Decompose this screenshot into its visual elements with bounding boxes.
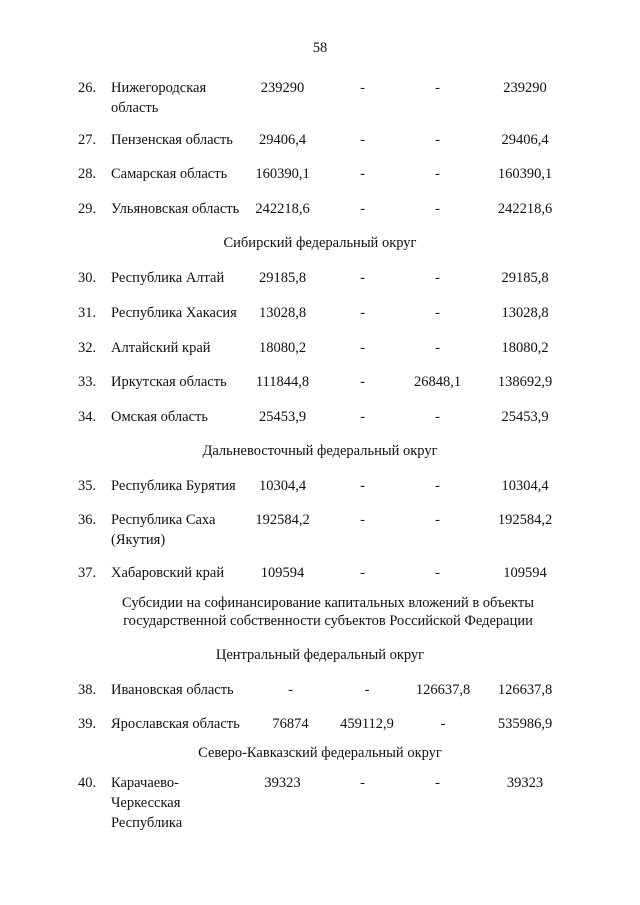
value-col-2: - <box>360 409 365 425</box>
value-col-3: - <box>440 716 446 732</box>
row-number: 35. <box>78 478 97 494</box>
row-number: 28. <box>78 166 97 182</box>
value-col-3: - <box>435 512 440 528</box>
row-number: 27. <box>78 132 97 148</box>
value-total: 13028,8 <box>501 305 549 321</box>
value-col-3: - <box>435 340 440 356</box>
value-col-1: 160390,1 <box>255 166 310 182</box>
value-col-3: - <box>435 166 440 182</box>
table-row <box>0 303 640 343</box>
row-number: 38. <box>78 682 97 698</box>
value-col-1: 242218,6 <box>255 201 310 217</box>
value-total: 29406,4 <box>501 132 549 148</box>
value-col-1: - <box>288 682 293 698</box>
value-col-1: 13028,8 <box>258 305 307 321</box>
value-col-2: - <box>360 478 365 494</box>
value-col-1: 18080,2 <box>258 340 307 356</box>
value-col-3: 26848,1 <box>413 374 462 390</box>
value-total: 25453,9 <box>501 409 549 425</box>
section-heading-far-east: Дальневосточный федеральный округ <box>202 443 438 459</box>
value-col-2: - <box>360 775 365 791</box>
value-col-1: 76874 <box>272 716 309 732</box>
value-col-1: 29406,4 <box>258 132 307 148</box>
row-number: 39. <box>78 716 97 732</box>
region-name: Хабаровский край <box>111 565 225 581</box>
value-total: 39323 <box>506 775 544 791</box>
table-row <box>0 268 640 308</box>
region-name: Самарская область <box>111 166 228 182</box>
region-name: Ульяновская область <box>111 201 240 217</box>
row-number: 30. <box>78 270 97 286</box>
value-col-1: 29185,8 <box>258 270 307 286</box>
value-col-2: 459112,9 <box>340 716 394 732</box>
section-heading-siberian: Сибирский федеральный округ <box>223 235 417 251</box>
region-name: Нижегородская область <box>111 80 207 116</box>
value-col-3: - <box>435 775 440 791</box>
region-name: Омская область <box>111 409 208 425</box>
table-row <box>0 372 640 412</box>
value-col-3: - <box>435 201 440 217</box>
region-name: Алтайский край <box>111 340 211 356</box>
row-number: 36. <box>78 512 97 528</box>
value-col-2: - <box>360 80 365 96</box>
value-col-2: - <box>360 512 365 528</box>
row-number: 40. <box>78 775 97 791</box>
region-name: Республика Хакасия <box>111 305 237 321</box>
value-col-1: 111844,8 <box>255 374 310 390</box>
value-col-3: - <box>435 478 440 494</box>
page-number: 58 <box>312 40 328 56</box>
value-total: 192584,2 <box>497 512 553 528</box>
region-name: Ивановская область <box>111 682 234 698</box>
value-col-3: 126637,8 <box>415 682 471 698</box>
row-number: 32. <box>78 340 97 356</box>
row-number: 37. <box>78 565 97 581</box>
row-number: 29. <box>78 201 97 217</box>
region-name: Пензенская область <box>111 132 233 148</box>
table-row <box>0 164 640 204</box>
row-number: 34. <box>78 409 97 425</box>
value-col-3: - <box>435 565 440 581</box>
value-col-1: 39323 <box>264 775 301 791</box>
value-col-3: - <box>435 80 440 96</box>
value-col-1: 239290 <box>260 80 305 96</box>
value-total: 535986,9 <box>497 716 553 732</box>
value-col-1: 192584,2 <box>255 512 310 528</box>
value-col-2: - <box>360 305 365 321</box>
value-col-2: - <box>360 340 365 356</box>
value-total: 138692,9 <box>497 374 553 390</box>
row-number: 26. <box>78 80 97 96</box>
region-name: Республика Бурятия <box>111 478 236 494</box>
value-col-3: - <box>435 305 440 321</box>
value-col-1: 10304,4 <box>258 478 307 494</box>
value-total: 29185,8 <box>501 270 549 286</box>
region-name: Республика Саха (Якутия) <box>111 512 216 548</box>
value-total: 18080,2 <box>501 340 549 356</box>
value-total: 10304,4 <box>501 478 549 494</box>
table-row <box>0 78 640 118</box>
region-name: Иркутская область <box>111 374 227 390</box>
value-col-3: - <box>435 132 440 148</box>
value-col-1: 25453,9 <box>258 409 307 425</box>
row-number: 31. <box>78 305 97 321</box>
value-col-3: - <box>435 270 440 286</box>
region-name: Карачаево-Черкесская Республика <box>111 775 183 831</box>
value-col-2: - <box>360 166 365 182</box>
value-col-2: - <box>360 201 365 217</box>
value-col-2: - <box>360 132 365 148</box>
value-total: 160390,1 <box>497 166 553 182</box>
value-total: 239290 <box>503 80 547 96</box>
row-number: 33. <box>78 374 97 390</box>
region-name: Ярославская область <box>111 716 240 732</box>
subsidy-heading: Субсидии на софинансирование капитальных вложений в объекты государственной собственности субъектов Российской Федерации <box>122 595 534 629</box>
value-total: 242218,6 <box>497 201 553 217</box>
value-col-3: - <box>435 409 440 425</box>
section-heading-central: Центральный федеральный округ <box>215 647 425 663</box>
region-name: Республика Алтай <box>111 270 225 286</box>
value-total: 126637,8 <box>497 682 553 698</box>
value-col-2: - <box>360 374 365 390</box>
table-row <box>0 510 640 550</box>
value-col-2: - <box>360 565 365 581</box>
table-row <box>0 773 640 833</box>
value-total: 109594 <box>503 565 547 581</box>
value-col-1: 109594 <box>260 565 305 581</box>
value-col-2: - <box>364 682 370 698</box>
section-heading-north-caucasus: Северо-Кавказский федеральный округ <box>198 745 442 761</box>
value-col-2: - <box>360 270 365 286</box>
